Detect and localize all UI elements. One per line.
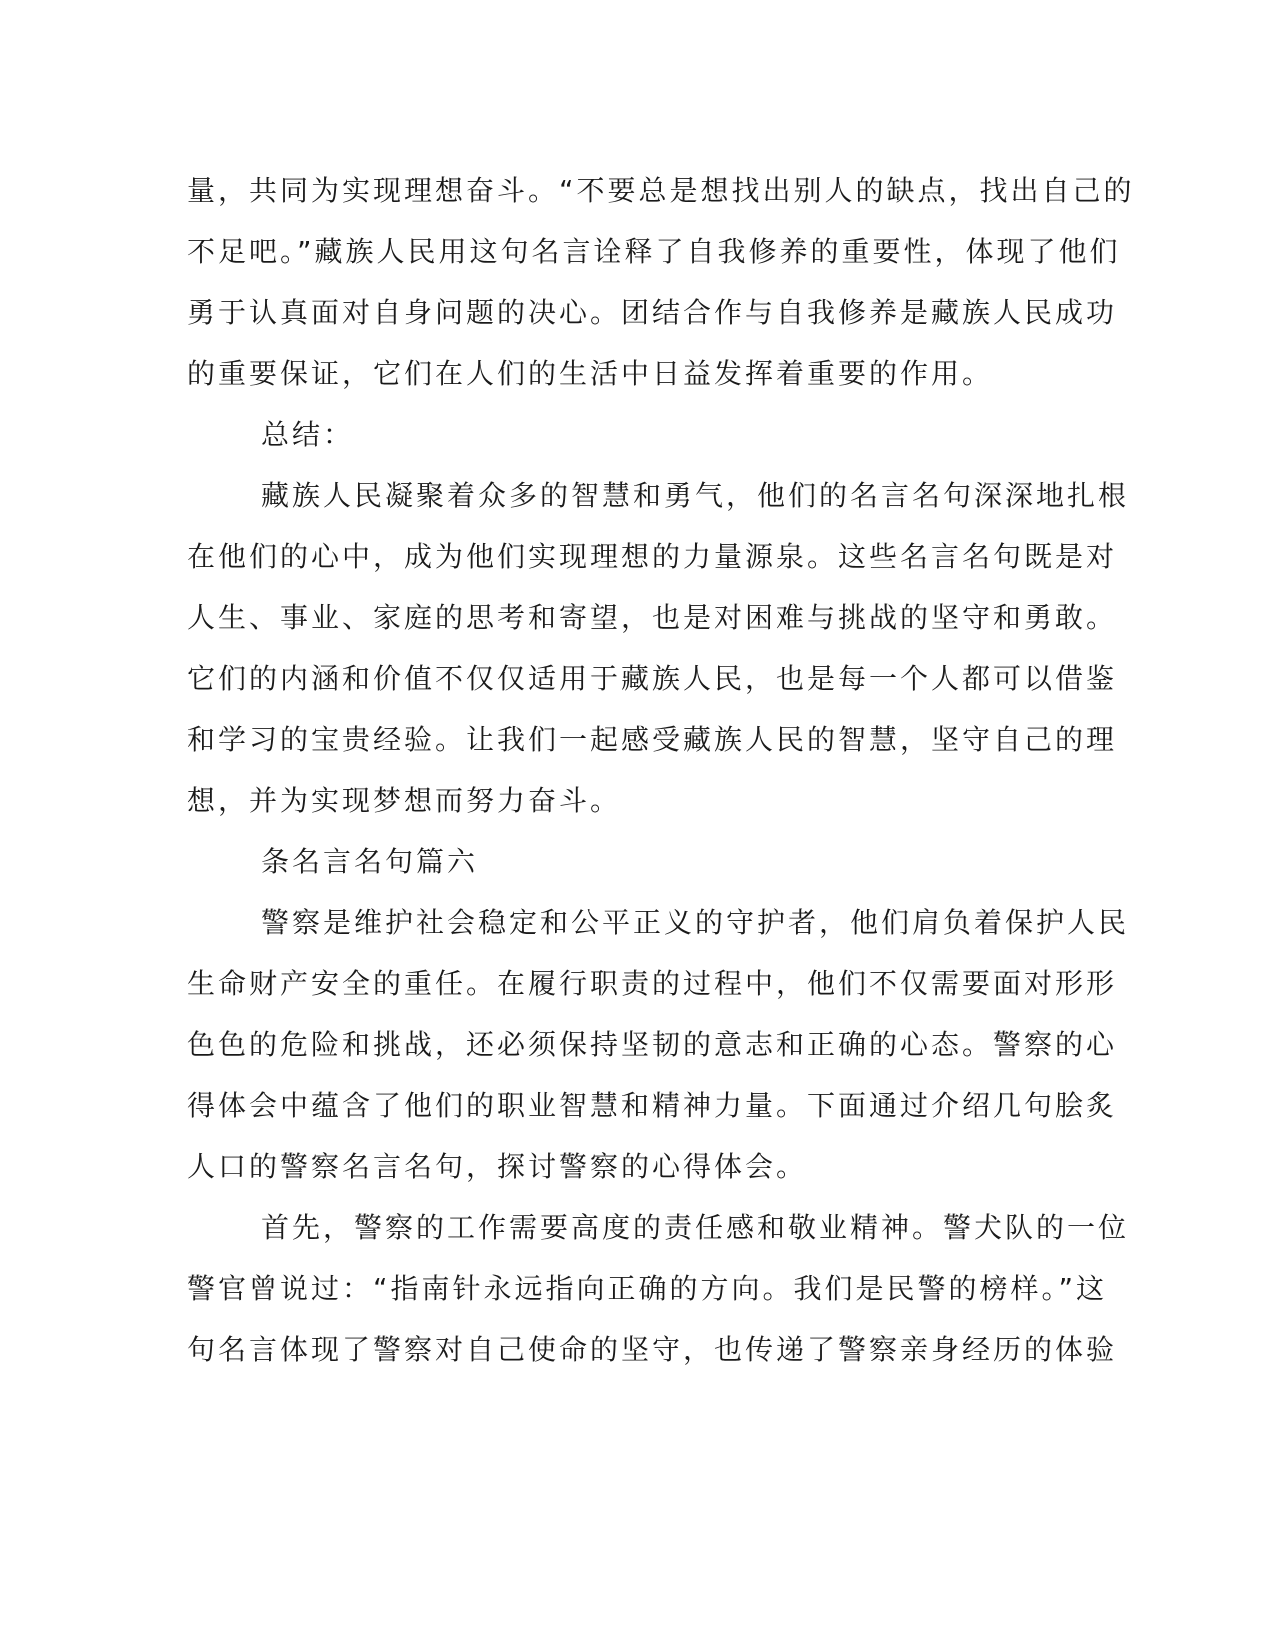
document-body <box>187 160 1135 1380</box>
text-line: 警官曾说过：“指南针永远指向正确的方向。我们是民警的榜样。”这 <box>187 1272 1108 1305</box>
text-line: 和学习的宝贵经验。让我们一起感受藏族人民的智慧，坚守自己的理 <box>187 723 1118 756</box>
text-line: 在他们的心中，成为他们实现理想的力量源泉。这些名言名句既是对 <box>187 540 1118 573</box>
text-line: 人生、事业、家庭的思考和寄望，也是对困难与挑战的坚守和勇敢。 <box>187 601 1118 634</box>
text-line: 量，共同为实现理想奋斗。“不要总是想找出别人的缺点，找出自己的 <box>187 174 1135 207</box>
text-line: 人口的警察名言名句，探讨警察的心得体会。 <box>187 1150 808 1183</box>
text-line: 色色的危险和挑战，还必须保持坚韧的意志和正确的心态。警察的心 <box>187 1028 1118 1061</box>
text-line: 首先，警察的工作需要高度的责任感和敬业精神。警犬队的一位 <box>261 1211 1130 1244</box>
section-heading-part-six: 条名言名句篇六 <box>261 845 479 878</box>
text-line: 生命财产安全的重任。在履行职责的过程中，他们不仅需要面对形形 <box>187 967 1118 1000</box>
section-heading-summary: 总结： <box>261 418 355 451</box>
text-line: 得体会中蕴含了他们的职业智慧和精神力量。下面通过介绍几句脍炙 <box>187 1089 1118 1122</box>
text-line: 想，并为实现梦想而努力奋斗。 <box>187 784 622 817</box>
text-line: 的重要保证，它们在人们的生活中日益发挥着重要的作用。 <box>187 357 994 390</box>
text-line: 勇于认真面对自身问题的决心。团结合作与自我修养是藏族人民成功 <box>187 296 1118 329</box>
text-line: 藏族人民凝聚着众多的智慧和勇气，他们的名言名句深深地扎根 <box>261 479 1130 512</box>
text-line: 警察是维护社会稳定和公平正义的守护者，他们肩负着保护人民 <box>261 906 1130 939</box>
text-line: 句名言体现了警察对自己使命的坚守，也传递了警察亲身经历的体验 <box>187 1333 1118 1366</box>
text-line: 它们的内涵和价值不仅仅适用于藏族人民，也是每一个人都可以借鉴 <box>187 662 1118 695</box>
text-line: 不足吧。”藏族人民用这句名言诠释了自我修养的重要性，体现了他们 <box>187 235 1121 268</box>
